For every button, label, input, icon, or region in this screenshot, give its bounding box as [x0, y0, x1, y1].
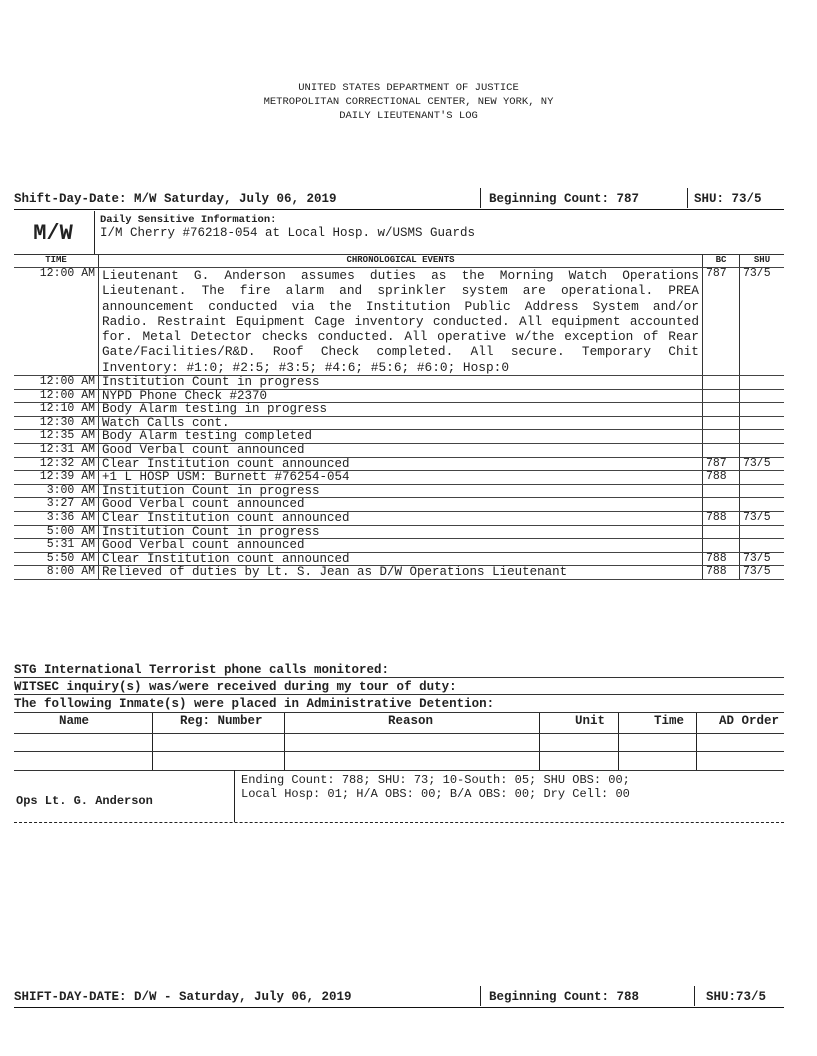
shift-day-date: Shift-Day-Date: M/W Saturday, July 06, 2019	[14, 192, 337, 206]
log-shu: 73/5	[740, 457, 785, 471]
ad-col-time: Time	[654, 714, 685, 728]
log-event: NYPD Phone Check #2370	[99, 389, 703, 403]
log-title: DAILY LIEUTENANT'S LOG	[339, 110, 478, 122]
log-shu	[740, 484, 785, 498]
log-shu	[740, 403, 785, 417]
sensitive-title: Daily Sensitive Information:	[100, 214, 277, 226]
chronological-log	[14, 254, 784, 580]
ad-col-order: AD Order	[719, 714, 780, 728]
sensitive-text: I/M Cherry #76218-054 at Local Hosp. w/USMS Guards	[100, 226, 476, 240]
log-bc	[703, 403, 740, 417]
ad-table	[14, 712, 784, 771]
log-bc	[703, 376, 740, 390]
stg-line	[14, 663, 784, 678]
log-row	[14, 389, 784, 403]
log-time: 12:00 AM	[14, 268, 99, 376]
ad-col-reason: Reason	[388, 714, 434, 728]
next-beginning-count: Beginning Count: 788	[489, 990, 640, 1004]
log-event: Institution Count in progress	[99, 484, 703, 498]
log-time: 8:00 AM	[14, 566, 99, 580]
log-row	[14, 552, 784, 566]
log-row	[14, 525, 784, 539]
log-event: Body Alarm testing in progress	[99, 403, 703, 417]
log-event: Institution Count in progress	[99, 376, 703, 390]
log-event: Body Alarm testing completed	[99, 430, 703, 444]
log-bc: 787	[703, 268, 740, 376]
log-shu	[740, 430, 785, 444]
log-shu: 73/5	[740, 268, 785, 376]
ending-count-line2: Local Hosp: 01; H/A OBS: 00; B/A OBS: 00; Dry Cell: 00	[241, 787, 630, 801]
log-bc	[703, 484, 740, 498]
log-bc	[703, 525, 740, 539]
shift-bar	[14, 190, 784, 210]
log-time: 5:00 AM	[14, 525, 99, 539]
log-time: 12:39 AM	[14, 471, 99, 485]
ending-count-line1: Ending Count: 788; SHU: 73; 10-South: 05; SHU OBS: 00;	[241, 773, 630, 787]
ad-col-reg: Reg: Number	[180, 714, 263, 728]
agency-title: UNITED STATES DEPARTMENT OF JUSTICE	[298, 82, 519, 94]
log-shu: 73/5	[740, 552, 785, 566]
log-row	[14, 498, 784, 512]
log-bc: 787	[703, 457, 740, 471]
log-event: Good Verbal count announced	[99, 444, 703, 458]
shu-count: SHU: 73/5	[694, 192, 762, 206]
log-time: 5:31 AM	[14, 539, 99, 553]
log-time: 12:00 AM	[14, 376, 99, 390]
log-time: 3:00 AM	[14, 484, 99, 498]
beginning-count: Beginning Count: 787	[489, 192, 640, 206]
log-time: 12:30 AM	[14, 416, 99, 430]
next-shift-day-date: SHIFT-DAY-DATE: D/W - Saturday, July 06, 2019	[14, 990, 352, 1004]
log-row	[14, 457, 784, 471]
log-row	[14, 430, 784, 444]
log-time: 3:36 AM	[14, 512, 99, 526]
sensitive-info-box	[14, 211, 784, 255]
log-row	[14, 471, 784, 485]
bc-header: BC	[703, 254, 740, 268]
log-event: Good Verbal count announced	[99, 539, 703, 553]
shu-header: SHU	[740, 254, 785, 268]
log-bc: 788	[703, 512, 740, 526]
log-event: Relieved of duties by Lt. S. Jean as D/W Operations Lieutenant	[99, 566, 703, 580]
log-shu	[740, 376, 785, 390]
log-time: 12:32 AM	[14, 457, 99, 471]
log-time: 12:31 AM	[14, 444, 99, 458]
log-shu	[740, 444, 785, 458]
ad-title: The following Inmate(s) were placed in Administrative Detention:	[14, 697, 495, 711]
log-time: 5:50 AM	[14, 552, 99, 566]
log-shu: 73/5	[740, 566, 785, 580]
log-row	[14, 512, 784, 526]
log-shu	[740, 471, 785, 485]
log-event: Clear Institution count announced	[99, 457, 703, 471]
log-time: 12:00 AM	[14, 389, 99, 403]
log-row	[14, 403, 784, 417]
log-event: Lieutenant G. Anderson assumes duties as the Morning Watch Operations Lieutenant. The fire alarm and sprinkler system are operational. PREA announcement conducted via the Institution Public Address System and/or Radio. Restraint Equipment Cage inventory conducted. All equipment accounted for. Metal Detector checks conducted. All operative w/the exception of Rear Gate/Facilities/R&D. Roof Check completed. All secure. Temporary Chit Inventory: #1:0; #2:5; #3:5; #4:6; #5:6; #6:0; Hosp:0	[99, 268, 703, 376]
log-bc: 788	[703, 552, 740, 566]
log-bc	[703, 539, 740, 553]
log-row	[14, 539, 784, 553]
log-bc	[703, 444, 740, 458]
log-row	[14, 484, 784, 498]
log-event: Watch Calls cont.	[99, 416, 703, 430]
log-event: Clear Institution count announced	[99, 512, 703, 526]
ad-col-unit: Unit	[575, 714, 606, 728]
log-bc	[703, 389, 740, 403]
log-event: Clear Institution count announced	[99, 552, 703, 566]
log-bc	[703, 416, 740, 430]
log-event: Good Verbal count announced	[99, 498, 703, 512]
log-shu	[740, 416, 785, 430]
institution-title: METROPOLITAN CORRECTIONAL CENTER, NEW YORK, NY	[263, 96, 554, 108]
events-header: CHRONOLOGICAL EVENTS	[99, 254, 703, 268]
log-time: 12:35 AM	[14, 430, 99, 444]
ad-col-name: Name	[59, 714, 90, 728]
stg-text: STG International Terrorist phone calls monitored:	[14, 663, 390, 677]
log-event: +1 L HOSP USM: Burnett #76254-054	[99, 471, 703, 485]
log-row	[14, 444, 784, 458]
time-header: TIME	[14, 254, 99, 268]
shift-code: M/W	[33, 221, 73, 246]
witsec-text: WITSEC inquiry(s) was/were received during my tour of duty:	[14, 680, 457, 694]
log-row	[14, 416, 784, 430]
log-bc	[703, 498, 740, 512]
next-shift-bar	[14, 988, 784, 1008]
log-row	[14, 566, 784, 580]
footer-box	[14, 770, 784, 823]
log-shu	[740, 389, 785, 403]
log-time: 3:27 AM	[14, 498, 99, 512]
witsec-line	[14, 680, 784, 695]
signer: Ops Lt. G. Anderson	[16, 794, 153, 808]
log-shu	[740, 539, 785, 553]
log-row	[14, 268, 784, 376]
log-header-row	[14, 254, 784, 268]
log-event: Institution Count in progress	[99, 525, 703, 539]
log-time: 12:10 AM	[14, 403, 99, 417]
log-bc: 788	[703, 471, 740, 485]
log-row	[14, 376, 784, 390]
log-shu: 73/5	[740, 512, 785, 526]
log-shu	[740, 498, 785, 512]
log-bc: 788	[703, 566, 740, 580]
next-shu-count: SHU:73/5	[706, 990, 767, 1004]
log-shu	[740, 525, 785, 539]
log-bc	[703, 430, 740, 444]
